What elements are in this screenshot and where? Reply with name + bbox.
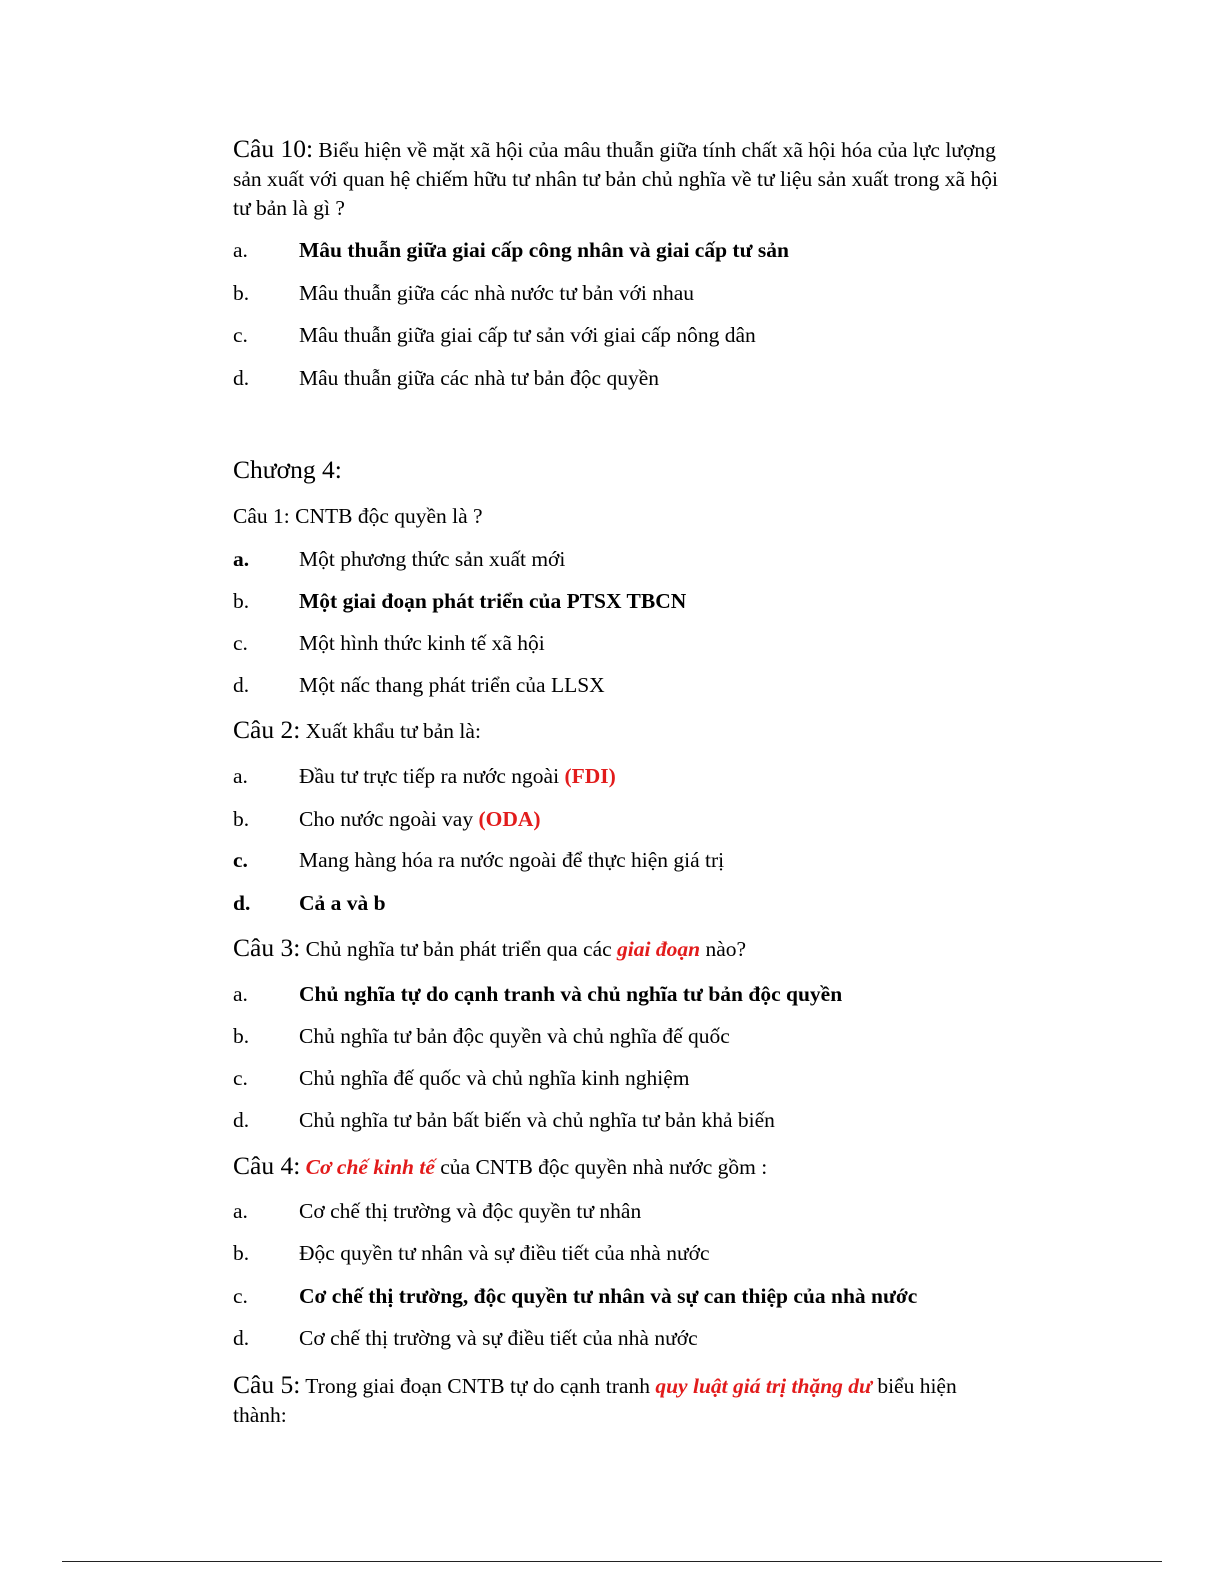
- option-text: Chủ nghĩa tư bản độc quyền và chủ nghĩa đế quốc: [299, 1024, 730, 1048]
- question-10: [233, 134, 1003, 223]
- option-text: Chủ nghĩa đế quốc và chủ nghĩa kinh nghiệm: [299, 1066, 690, 1090]
- question-label: Câu 2:: [233, 715, 301, 744]
- option-text: Mâu thuẫn giữa giai cấp tư sản với giai cấp nông dân: [299, 323, 756, 347]
- q2-option-d: [233, 890, 386, 916]
- q10-option-d: [233, 365, 659, 391]
- option-letter: d.: [233, 1108, 250, 1132]
- q3-option-d: [233, 1107, 775, 1133]
- option-text: Mang hàng hóa ra nước ngoài để thực hiện giá trị: [299, 848, 725, 872]
- q4-option-c: [233, 1283, 917, 1309]
- q10-option-c: [233, 322, 756, 348]
- option-letter: a.: [233, 547, 250, 571]
- question-2: [233, 715, 1003, 746]
- option-letter: a.: [233, 238, 248, 262]
- q10-option-a: [233, 237, 789, 263]
- option-text: Độc quyền tư nhân và sự điều tiết của nhà nước: [299, 1241, 710, 1265]
- option-letter: a.: [233, 764, 248, 788]
- q1-option-d: [233, 672, 605, 698]
- option-letter: b.: [233, 1024, 250, 1048]
- q3-option-a: [233, 981, 842, 1007]
- question-text: của CNTB độc quyền nhà nước gồm :: [434, 1155, 768, 1179]
- option-text: Đầu tư trực tiếp ra nước ngoài: [299, 764, 565, 788]
- question-emphasis: giai đoạn: [617, 937, 701, 961]
- page-bottom-rule: [62, 1561, 1162, 1562]
- option-letter: b.: [233, 281, 250, 305]
- q3-option-b: [233, 1023, 730, 1049]
- option-letter: d.: [233, 1326, 250, 1350]
- option-text: Một hình thức kinh tế xã hội: [299, 631, 545, 655]
- question-label: Câu 4:: [233, 1151, 301, 1180]
- q1-option-b: [233, 588, 686, 614]
- option-text: Mâu thuẫn giữa các nhà nước tư bản với nhau: [299, 281, 695, 305]
- q3-option-c: [233, 1065, 690, 1091]
- option-letter: d.: [233, 891, 251, 915]
- question-label: Câu 5:: [233, 1370, 301, 1399]
- question-text: Chủ nghĩa tư bản phát triển qua các: [300, 937, 618, 961]
- question-label: Câu 10:: [233, 134, 314, 163]
- q10-option-b: [233, 280, 694, 306]
- question-3: [233, 933, 1003, 964]
- option-letter: c.: [233, 323, 248, 347]
- option-text: Cả a và b: [299, 891, 386, 915]
- q4-option-a: [233, 1198, 641, 1224]
- option-letter: b.: [233, 1241, 250, 1265]
- question-text: Trong giai đoạn CNTB tự do cạnh tranh: [300, 1374, 656, 1398]
- question-emphasis: Cơ chế kinh tế: [305, 1155, 435, 1179]
- question-text: nào?: [700, 937, 747, 961]
- option-letter: a.: [233, 982, 248, 1006]
- option-text: Một giai đoạn phát triển của PTSX TBCN: [299, 589, 687, 613]
- option-letter: a.: [233, 1199, 248, 1223]
- q2-option-b: [233, 806, 541, 832]
- option-letter: c.: [233, 848, 248, 872]
- option-text: Chủ nghĩa tự do cạnh tranh và chủ nghĩa tư bản độc quyền: [299, 982, 843, 1006]
- question-label: Câu 1:: [233, 504, 290, 528]
- option-letter: d.: [233, 673, 250, 697]
- question-text: biểu hiện thành:: [233, 1374, 957, 1427]
- option-text: Cơ chế thị trường, độc quyền tư nhân và sự can thiệp của nhà nước: [299, 1284, 918, 1308]
- option-letter: b.: [233, 589, 250, 613]
- q2-option-c: [233, 847, 724, 873]
- option-highlight: (FDI): [564, 764, 616, 788]
- option-letter: c.: [233, 631, 248, 655]
- option-text: Một phương thức sản xuất mới: [299, 547, 566, 571]
- question-label: Câu 3:: [233, 933, 301, 962]
- option-text: Mâu thuẫn giữa các nhà tư bản độc quyền: [299, 366, 660, 390]
- option-letter: c.: [233, 1284, 248, 1308]
- option-text: Cơ chế thị trường và sự điều tiết của nhà nước: [299, 1326, 698, 1350]
- q1-option-a: [233, 546, 565, 572]
- question-emphasis: quy luật giá trị thặng dư: [655, 1374, 872, 1398]
- question-text: Biểu hiện về mặt xã hội của mâu thuẫn giữa tính chất xã hội hóa của lực lượng sản xuất với quan hệ chiếm hữu tư nhân tư bản chủ nghĩa về tư liệu sản xuất trong xã hội tư bản là gì ?: [233, 138, 998, 220]
- question-text: Xuất khẩu tư bản là:: [300, 719, 481, 743]
- chapter-title: Chương 4:: [233, 455, 342, 484]
- option-highlight: (ODA): [478, 807, 541, 831]
- option-text: Cơ chế thị trường và độc quyền tư nhân: [299, 1199, 642, 1223]
- option-text: Mâu thuẫn giữa giai cấp công nhân và giai cấp tư sản: [299, 238, 789, 262]
- option-letter: b.: [233, 807, 250, 831]
- question-text: CNTB độc quyền là ?: [289, 504, 483, 528]
- q2-option-a: [233, 763, 616, 789]
- option-letter: d.: [233, 366, 250, 390]
- q4-option-b: [233, 1240, 710, 1266]
- option-letter: c.: [233, 1066, 248, 1090]
- q1-option-c: [233, 630, 545, 656]
- option-text: Cho nước ngoài vay: [299, 807, 479, 831]
- question-4: [233, 1151, 1003, 1182]
- question-5: [233, 1370, 1003, 1430]
- option-text: Một nấc thang phát triển của LLSX: [299, 673, 605, 697]
- option-text: Chủ nghĩa tư bản bất biến và chủ nghĩa tư bản khả biến: [299, 1108, 775, 1132]
- question-1: [233, 502, 1003, 531]
- q4-option-d: [233, 1325, 698, 1351]
